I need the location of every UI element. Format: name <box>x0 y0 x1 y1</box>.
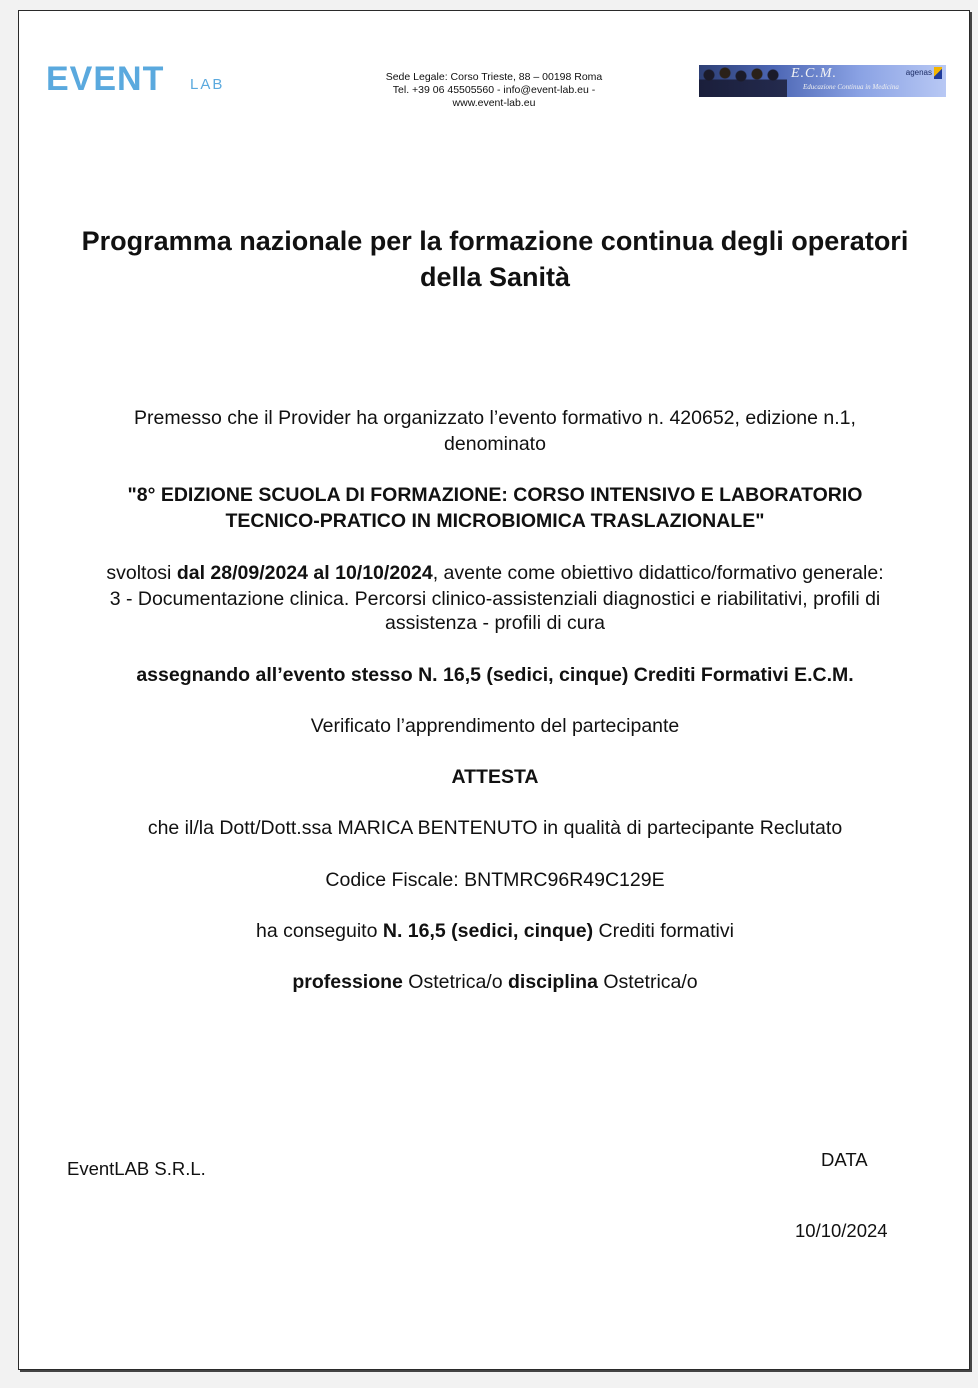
agenas-text: agenas <box>905 68 932 78</box>
attesta-heading: ATTESTA <box>451 766 539 788</box>
ecm-subtitle: Educazione Continua in Medicina <box>803 83 899 91</box>
address-line-3: www.event-lab.eu <box>452 97 536 109</box>
obtained-suffix: Crediti formativi <box>593 920 734 942</box>
page-title: Programma nazionale per la formazione continua degli operatori della Sanità <box>81 226 909 292</box>
event-name-line-2: TECNICO-PRATICO IN MICROBIOMICA TRASLAZIONALE" <box>225 510 765 532</box>
objective-line-2: assistenza - profili di cura <box>384 612 605 634</box>
held-suffix: , avente come obiettivo didattico/formativo generale: <box>432 562 884 584</box>
certificate-page <box>18 10 970 1370</box>
address-line-1: Sede Legale: Corso Trieste, 88 – 00198 Roma <box>385 71 603 83</box>
premise-line-1: Premesso che il Provider ha organizzato l’evento formativo n. 420652, edizione n.1, <box>134 407 856 429</box>
fiscal-code-line: Codice Fiscale: BNTMRC96R49C129E <box>325 869 665 891</box>
agenas-mark-icon <box>934 67 942 79</box>
credits-assigned: assegnando all’evento stesso N. 16,5 (sedici, cinque) Crediti Formativi E.C.M. <box>136 664 854 686</box>
obtained-credits-line <box>39 918 951 944</box>
ecm-people-image <box>699 65 787 97</box>
held-dates-line <box>39 560 951 586</box>
eventlab-logo <box>46 61 246 101</box>
held-prefix: svoltosi <box>106 562 177 584</box>
ecm-title: E.C.M. <box>791 66 838 81</box>
objective-line-1: 3 - Documentazione clinica. Percorsi clinico-assistenziali diagnostici e riabilitativi, profili di <box>109 588 881 610</box>
premise-line-2: denominato <box>444 433 546 455</box>
discipline-label: disciplina <box>508 971 598 993</box>
ecm-logo-banner <box>699 65 946 97</box>
profession-label: professione <box>292 971 403 993</box>
held-dates: dal 28/09/2024 al 10/10/2024 <box>176 562 433 584</box>
profession-value: Ostetrica/o <box>402 971 508 993</box>
discipline-value: Ostetrica/o <box>597 971 698 993</box>
logo-suffix-text: LAB <box>190 76 225 93</box>
agenas-logo <box>906 67 942 79</box>
date-value: 10/10/2024 <box>795 1220 888 1241</box>
verified-line: Verificato l’apprendimento del partecipante <box>310 715 680 737</box>
participant-line: che il/la Dott/Dott.ssa MARICA BENTENUTO in qualità di partecipante Reclutato <box>147 817 843 839</box>
address-line-2: Tel. +39 06 45505560 - info@event-lab.eu - <box>392 84 596 96</box>
event-name-line-1: "8° EDIZIONE SCUOLA DI FORMAZIONE: CORSO INTENSIVO E LABORATORIO <box>127 484 863 506</box>
date-label: DATA <box>821 1149 868 1170</box>
profession-line <box>39 969 951 995</box>
header-address <box>359 71 629 110</box>
logo-main-text: EVENT <box>46 60 165 98</box>
company-signature: EventLAB S.R.L. <box>67 1158 206 1179</box>
obtained-credits: N. 16,5 (sedici, cinque) <box>382 920 594 942</box>
obtained-prefix: ha conseguito <box>256 920 383 942</box>
